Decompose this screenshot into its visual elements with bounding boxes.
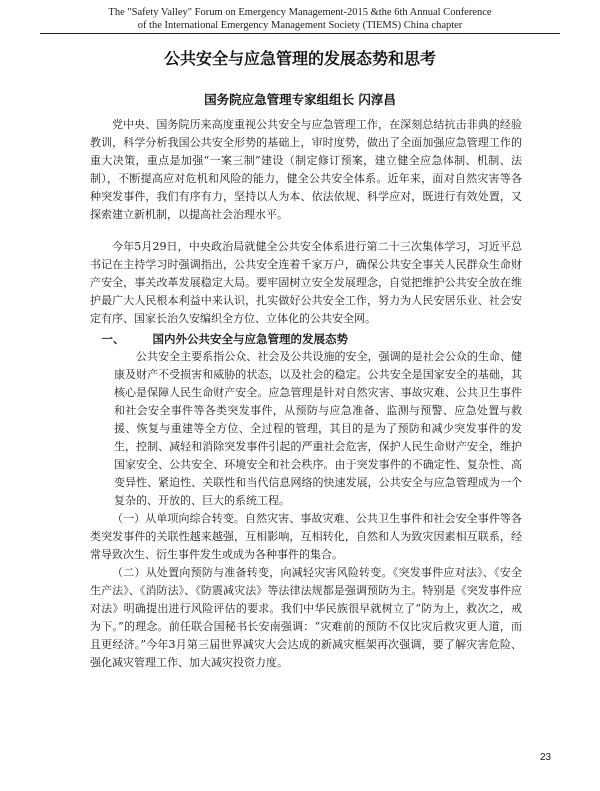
paragraph-intro: 党中央、国务院历来高度重视公共安全与应急管理工作，在深刻总结抗击非典的经验教训，科学分析我国公共安全形势的基础上，审时度势，做出了全面加强应急管理工作的重大决策，重点是加强“一案三制”建设（制定修订预案，建立健全应急体制、机制、法制），不断提高应对危机和风险的能力，健全公共安全体系。近年来，面对自然灾害等各种突发事件，我们有序有力，坚持以人为本、依法依规、科学应对，既进行有效处置，又探索建立新机制，以提高社会治理水平。 <box>90 118 522 221</box>
running-header <box>40 6 560 34</box>
section-title: 国内外公共安全与应急管理的发展态势 <box>152 332 348 346</box>
section-heading <box>90 330 522 348</box>
header-line-1: The "Safety Valley" Forum on Emergency Management-2015 &the 6th Annual Conference <box>108 7 492 18</box>
section-number: 一、 <box>101 332 125 346</box>
page-number: 23 <box>540 752 552 763</box>
paragraph-meeting: 今年5月29日，中央政治局就健全公共安全体系进行第二十三次集体学习，习近平总书记在主持学习时强调指出，公共安全连着千家万户，确保公共安全事关人民群众生命财产安全，事关改革发展稳定大局。要牢固树立安全发展理念，自觉把维护公共安全放在维护最广大人民根本利益中来认识，扎实做好公共安全工作，努力为人民安居乐业、社会安定有序、国家长治久安编织全方位、立体化的公共安全网。 <box>90 240 522 325</box>
header-line-2: of the International Emergency Management Society (TIEMS) China chapter <box>40 19 560 34</box>
paragraph-definition: 公共安全主要系指公众、社会及公共设施的安全，强调的是社会公众的生命、健康及财产不受损害和威胁的状态，以及社会的稳定。公共安全是国家安全的基础，其核心是保障人民生命财产安全。应急管理是针对自然灾害、事故灾难、公共卫生事件和社会安全事件等各类突发事件，从预防与应急准备、监测与预警、应急处置与救援、恢复与重建等全方位、全过程的管理，其目的是为了预防和减少突发事件的发生，控制、减轻和消除突发事件引起的严重社会危害，保护人民生命财产安全，维护国家安全、公共安全、环境安全和社会秩序。由于突发事件的不确定性、复杂性、高变异性、紧迫性、关联性和当代信息网络的快速发展，公共安全与应急管理成为一个复杂的、开放的、巨大的系统工程。 <box>114 350 522 507</box>
paragraph-point-2: （二）从处置向预防与准备转变，向减轻灾害风险转变。《突发事件应对法》、《安全生产法》、《消防法》、《防震减灾法》等法律法规都是强调预防为主。特别是《突发事件应对法》明确提出进行风险评估的要求。我们中华民族很早就树立了“防为上，救次之，戒为下。”的理念。前任联合国秘书长安南强调：“灾难前的预防不仅比灾后救灾更人道，而且更经济。”今年3月第三届世界减灾大会达成的新减灾框架再次强调，要了解灾害危险、强化减灾管理工作、加大减灾投资力度。 <box>90 566 522 669</box>
author-line: 国务院应急管理专家组组长 闪淳昌 <box>204 92 396 107</box>
article-body <box>90 116 522 672</box>
paragraph-point-1: （一）从单项向综合转变。自然灾害、事故灾难、公共卫生事件和社会安全事件等各类突发事件的关联性越来越强，互相影响，互相转化，自然和人为致灾因素相互联系，经常导致次生、衍生事件发生或成为各种事件的集合。 <box>90 512 522 561</box>
article-title: 公共安全与应急管理的发展态势和思考 <box>163 49 436 68</box>
